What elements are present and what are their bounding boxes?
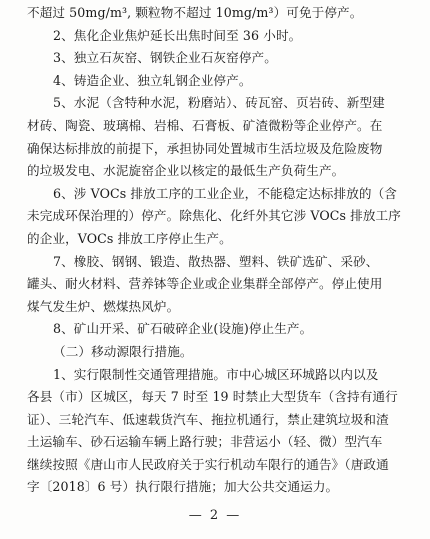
text-line: 煤气发生炉、燃煤热风炉。 [27,298,180,314]
text-line: 7、橡胶、钢钢、锻造、散热器、塑料、铁矿选矿、采砂、 [53,253,379,269]
document-body [27,2,407,499]
text-line: 字〔2018〕6 号）执行限行措施；加大公共交通运力。 [27,479,339,495]
text-line: 证）、三轮汽车、低速载货汽车、拖拉机通行，禁止建筑垃圾和渣 [27,411,389,427]
text-line: 未完成环保治理的）停产。除焦化、化纤外其它涉 VOCs 排放工序 [27,208,401,224]
section-heading: （二）移动源限行措施。 [53,343,193,359]
text-line: 2、焦化企业焦炉延长出焦时间至 36 小时。 [53,27,302,43]
text-line: 的企业，VOCs 排放工序停止生产。 [27,230,232,246]
text-line: 5、水泥（含特种水泥，粉磨站）、砖瓦窑、页岩砖、新型建 [53,95,385,111]
text-line: 确保达标排放的前提下，承担协同处置城市生活垃圾及危险废物 [27,140,383,156]
text-line: 6、涉 VOCs 排放工序的工业企业，不能稳定达标排放的（含 [53,185,397,201]
text-line: 罐头、耐火材料、营养钵等企业或企业集群全部停产。停止使用 [27,276,383,292]
text-line: 各县（市）区城区，每天 7 时至 19 时禁止大型货车（含持有通行 [27,389,398,405]
text-line: 8、矿山开采、矿石破碎企业(设施)停止生产。 [53,321,313,337]
text-line: 4、铸造企业、独立轧钢企业停产。 [53,72,252,88]
page-number: — 2 — [188,508,242,523]
text-line: 的垃圾发电、水泥旋窑企业以核定的最低生产负荷生产。 [27,163,345,179]
text-line: 不超过 50mg/m³, 颗粒物不超过 10mg/m³）可免于停产。 [27,5,363,20]
text-line: 土运输车、砂石运输车辆上路行驶；非营运小（轻、微）型汽车 [27,434,383,450]
text-line: 继续按照《唐山市人民政府关于实行机动车限行的通告》（唐政通 [27,456,389,472]
text-line: 1、实行限制性交通管理措施。市中心城区环城路以内以及 [53,366,379,382]
text-line: 材砖、陶瓷、玻璃棉、岩棉、石膏板、矿渣微粉等企业停产。在 [27,117,383,133]
text-line: 3、独立石灰窑、钢铁企业石灰窑停产。 [53,50,277,66]
